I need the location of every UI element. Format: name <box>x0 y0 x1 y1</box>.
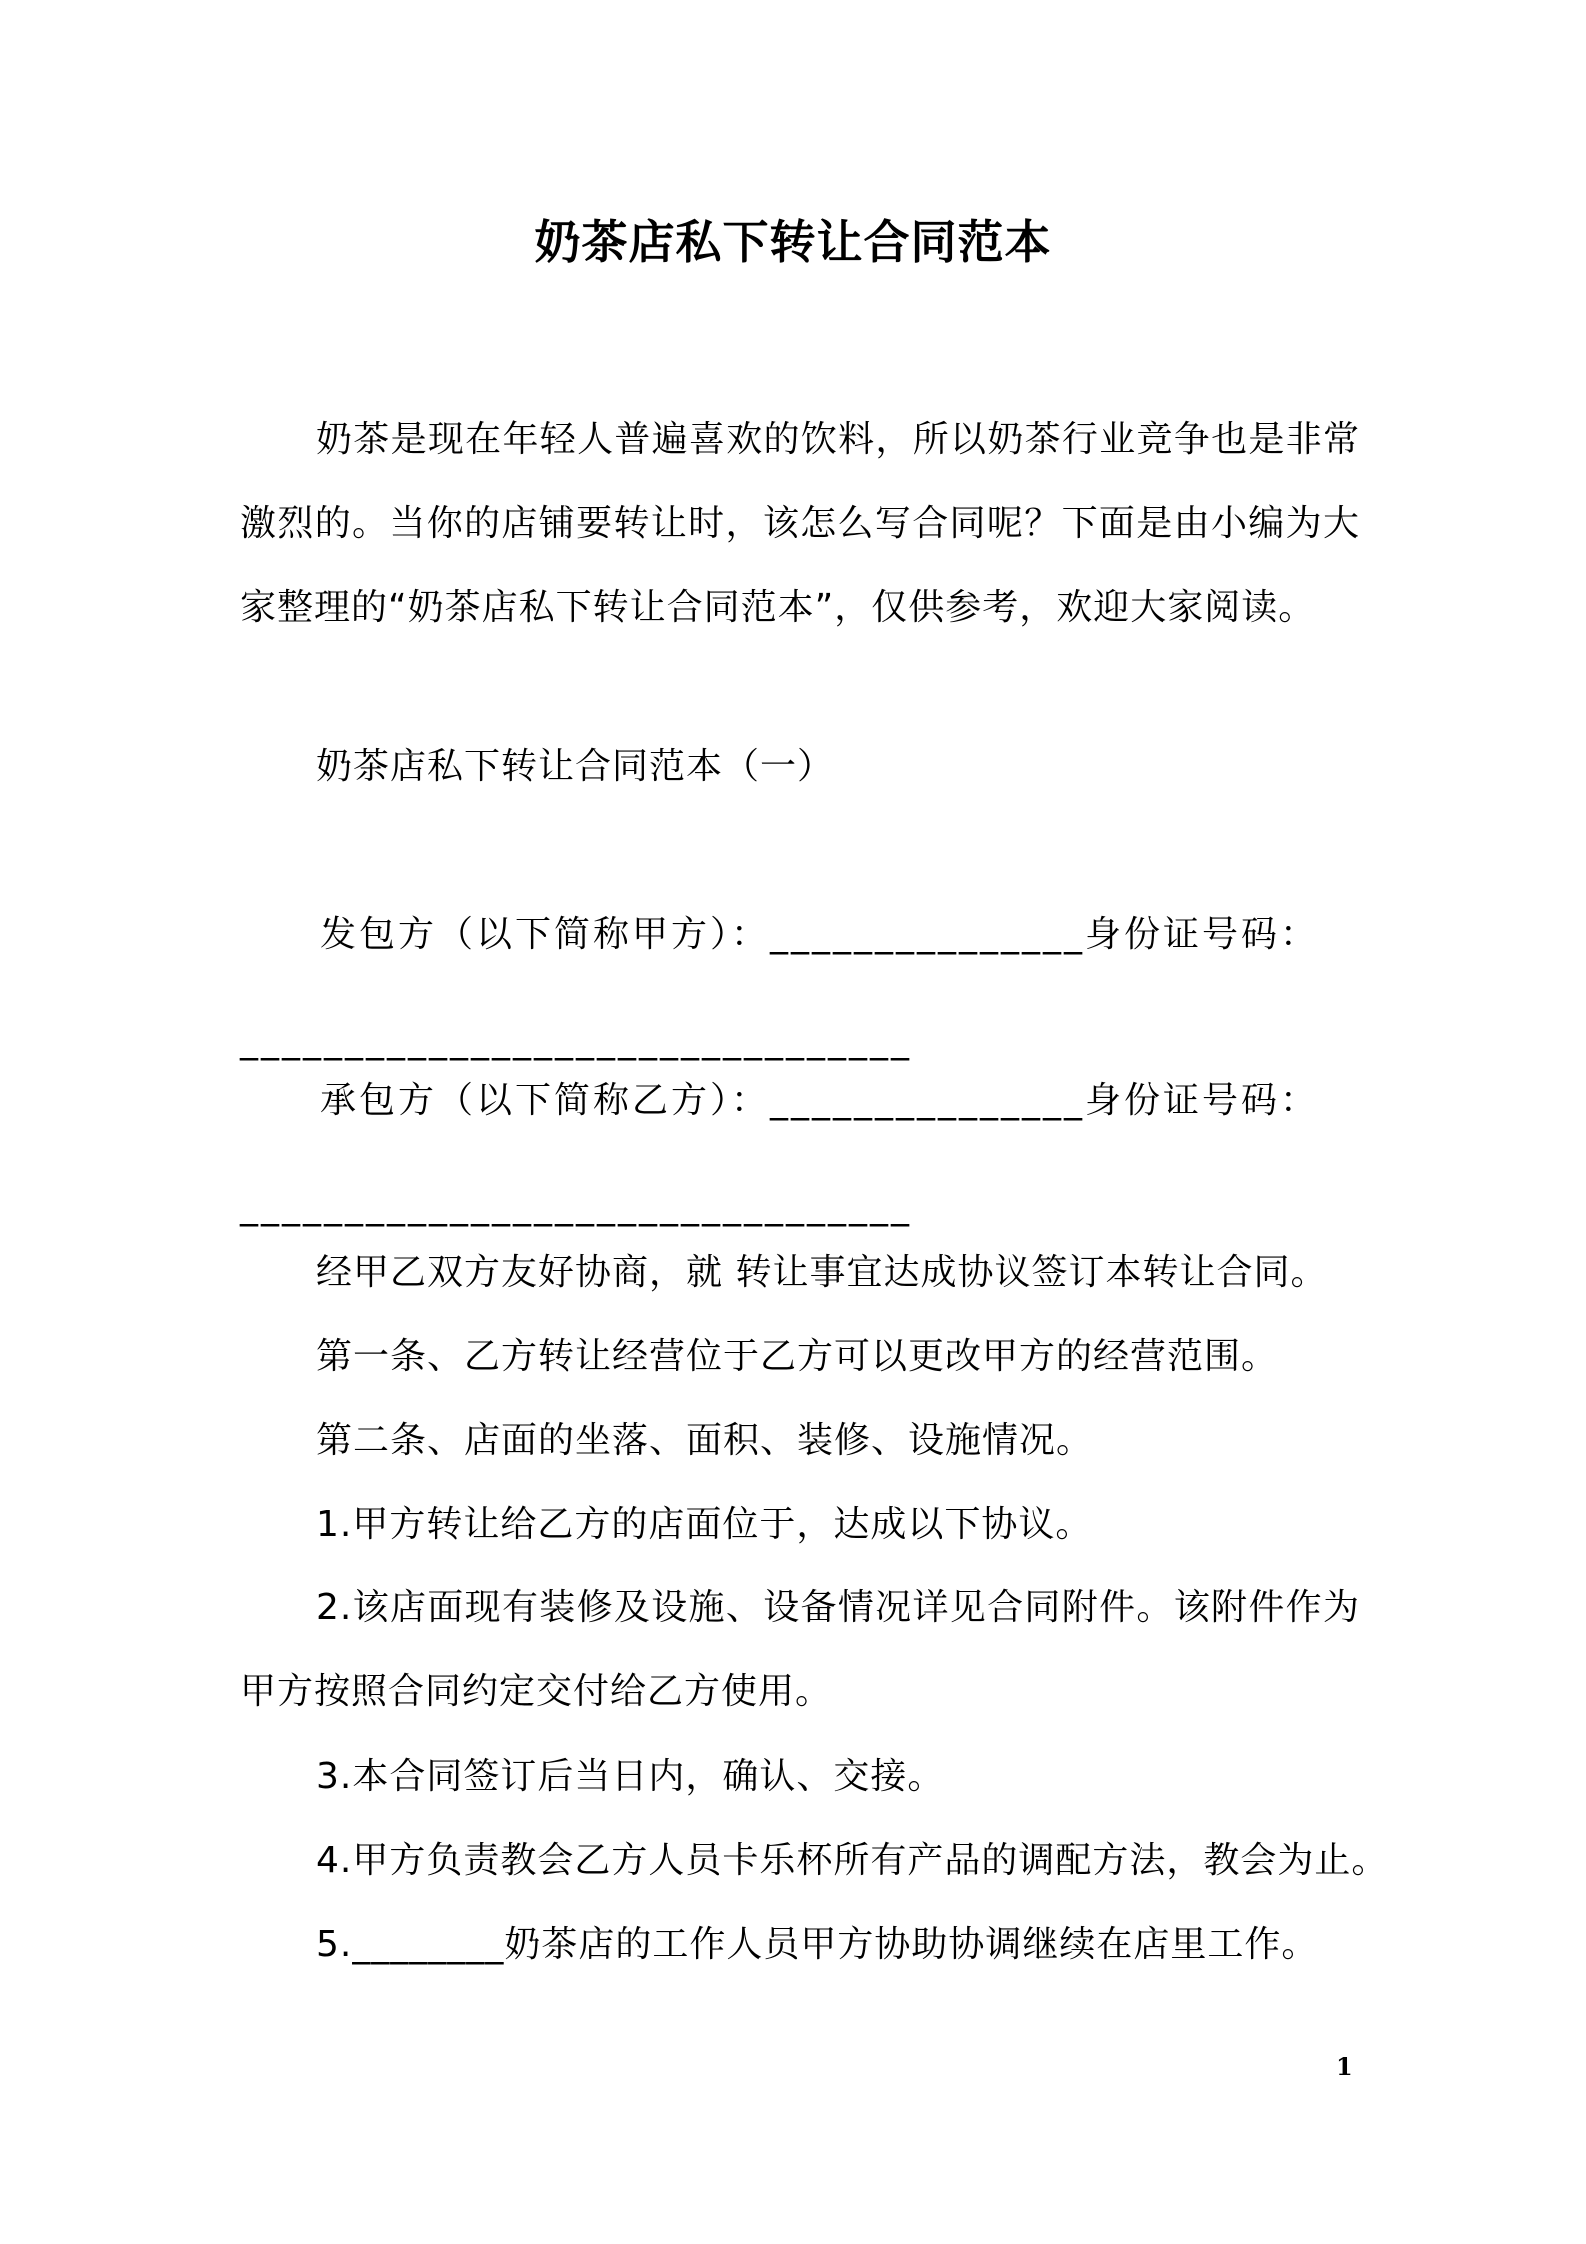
article-1: 第一条、乙方转让经营位于乙方可以更改甲方的经营范围。 <box>316 1336 1279 1377</box>
document-title: 奶茶店私下转让合同范本 <box>534 215 1052 269</box>
section-heading: 奶茶店私下转让合同范本（一） <box>316 746 835 787</box>
item-1: 1.甲方转让给乙方的店面位于，达成以下协议。 <box>316 1504 1093 1545</box>
party-b-id-blank: ________________________________ <box>240 1186 912 1227</box>
intro-paragraph: 奶茶是现在年轻人普遍喜欢的饮料，所以奶茶行业竞争也是非常激烈的。当你的店铺要转让时，该怎么写合同呢？下面是由小编为大家整理的“奶茶店私下转让合同范本”，仅供参考，欢迎大家阅读。 <box>240 419 1360 628</box>
page-number: 1 <box>1336 2052 1353 2081</box>
item-4: 4.甲方负责教会乙方人员卡乐杯所有产品的调配方法，教会为止。 <box>316 1840 1389 1881</box>
item-5: 5.________奶茶店的工作人员甲方协助协调继续在店里工作。 <box>316 1924 1319 1965</box>
party-a-block <box>240 910 1360 1066</box>
party-b-block <box>240 1076 1360 1232</box>
item-3: 3.本合同签订后当日内，确认、交接。 <box>316 1756 945 1797</box>
item-2: 2.该店面现有装修及设施、设备情况详见合同附件。该附件作为甲方按照合同约定交付给乙方使用。 <box>240 1587 1360 1712</box>
party-a-id-blank: ________________________________ <box>240 1020 912 1061</box>
party-b-line: 承包方（以下简称乙方）：_______________身份证号码： <box>320 1080 1320 1121</box>
party-a-line: 发包方（以下简称甲方）：_______________身份证号码： <box>320 914 1320 955</box>
agreement-text: 经甲乙双方友好协商，就 转让事宜达成协议签订本转让合同。 <box>316 1252 1328 1293</box>
article-2: 第二条、店面的坐落、面积、装修、设施情况。 <box>316 1420 1094 1461</box>
